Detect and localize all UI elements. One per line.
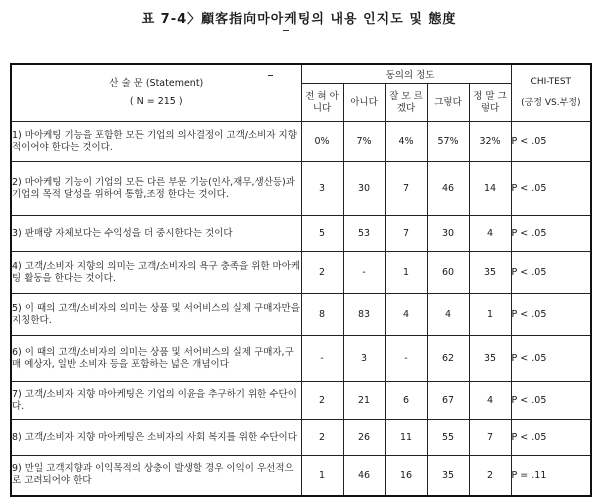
statement-header [11, 64, 301, 122]
value-cell: 3 [343, 336, 385, 382]
value-cell: 60 [427, 252, 469, 294]
value-cell: 4% [385, 122, 427, 162]
table-row [11, 216, 591, 252]
statement-cell: 7) 고객/소비자 지향 마아케팅은 기업의 이윤을 추구하기 위한 수단이다. [11, 382, 301, 420]
statement-cell: 3) 판매량 자체보다는 수익성을 더 중시한다는 것이다 [11, 216, 301, 252]
chi-test-cell: P < .05 [511, 122, 591, 162]
value-cell: 55 [427, 420, 469, 456]
value-cell: 6 [385, 382, 427, 420]
value-cell: 35 [469, 336, 511, 382]
col-unsure: 잘 모 르겠다 [385, 84, 427, 122]
chi-test-cell: P < .05 [511, 216, 591, 252]
chi-test-cell: P < .05 [511, 162, 591, 216]
value-cell: 46 [343, 456, 385, 496]
title-mark [283, 30, 289, 31]
value-cell: 26 [343, 420, 385, 456]
value-cell: 4 [385, 294, 427, 336]
value-cell: 7 [469, 420, 511, 456]
value-cell: 3 [301, 162, 343, 216]
table-row [11, 456, 591, 496]
header-mark [268, 75, 273, 76]
statement-cell: 4) 고객/소비자 지향의 의미는 고객/소비자의 욕구 충족을 위한 마아케팅 활동을 한다는 것이다. [11, 252, 301, 294]
chi-test-header [511, 64, 591, 122]
chi-test-label: CHI-TEST [530, 77, 572, 87]
value-cell: 62 [427, 336, 469, 382]
value-cell: 2 [301, 382, 343, 420]
value-cell: 7 [385, 162, 427, 216]
statement-cell: 8) 고객/소비자 지향 마아케팅은 소비자의 사회 복지를 위한 수단이다 [11, 420, 301, 456]
table-row [11, 252, 591, 294]
value-cell: 5 [301, 216, 343, 252]
table-row [11, 336, 591, 382]
chi-test-cell: P < .05 [511, 336, 591, 382]
value-cell: 30 [343, 162, 385, 216]
sample-size-label: ( N = 215 ) [129, 96, 183, 107]
value-cell: 32% [469, 122, 511, 162]
value-cell: - [343, 252, 385, 294]
statement-cell: 9) 만일 고객지향과 이익목적의 상충이 발생할 경우 이익이 우선적으로 고려되어야 한다 [11, 456, 301, 496]
col-agree: 그렇다 [427, 84, 469, 122]
chi-test-cell: P < .05 [511, 420, 591, 456]
value-cell: - [301, 336, 343, 382]
value-cell: 16 [385, 456, 427, 496]
value-cell: 7 [385, 216, 427, 252]
value-cell: 21 [343, 382, 385, 420]
value-cell: 1 [385, 252, 427, 294]
statement-cell: 2) 마아케팅 기능이 기업의 모든 다른 부문 기능(인사,재무,생산등)과 기업의 목적 달성을 위하여 통합,조정 한다는 것이다. [11, 162, 301, 216]
value-cell: 1 [469, 294, 511, 336]
value-cell: 14 [469, 162, 511, 216]
value-cell: 2 [301, 420, 343, 456]
agreement-group-label: 동의의 정도 [385, 70, 435, 81]
chi-test-cell: P < .05 [511, 252, 591, 294]
table-title: 표 7-4〉顧客指向마아케팅의 내용 인지도 및 態度 [141, 12, 457, 27]
chi-test-cell: P < .05 [511, 382, 591, 420]
value-cell: 11 [385, 420, 427, 456]
statement-cell: 1) 마아케팅 기능을 포함한 모든 기업의 의사결정이 고객/소비자 지향적이어야 한다는 것이다. [11, 122, 301, 162]
value-cell: 53 [343, 216, 385, 252]
statement-label: 산 술 문 (Statement) [109, 78, 204, 89]
value-cell: 2 [469, 456, 511, 496]
value-cell: 8 [301, 294, 343, 336]
col-disagree: 아니다 [343, 84, 385, 122]
value-cell: 4 [469, 382, 511, 420]
value-cell: 4 [427, 294, 469, 336]
col-strongly-agree: 정 말 그렇다 [469, 84, 511, 122]
value-cell: 57% [427, 122, 469, 162]
value-cell: 1 [301, 456, 343, 496]
table-row [11, 162, 591, 216]
value-cell: 0% [301, 122, 343, 162]
value-cell: 35 [469, 252, 511, 294]
table-row [11, 382, 591, 420]
agreement-group-header [301, 64, 511, 84]
chi-test-cell: P < .05 [511, 294, 591, 336]
statement-cell: 5) 이 때의 고객/소비자의 의미는 상품 및 서어비스의 실제 구매자만을 지칭한다. [11, 294, 301, 336]
value-cell: 67 [427, 382, 469, 420]
table-row [11, 122, 591, 162]
chi-test-cell: P = .11 [511, 456, 591, 496]
value-cell: 35 [427, 456, 469, 496]
value-cell: 7% [343, 122, 385, 162]
value-cell: - [385, 336, 427, 382]
value-cell: 2 [301, 252, 343, 294]
value-cell: 46 [427, 162, 469, 216]
survey-table [10, 63, 592, 497]
table-body [11, 122, 591, 496]
value-cell: 30 [427, 216, 469, 252]
table-row [11, 420, 591, 456]
value-cell: 83 [343, 294, 385, 336]
value-cell: 4 [469, 216, 511, 252]
chi-test-sub: (긍정 VS.부정) [521, 98, 581, 108]
statement-cell: 6) 이 때의 고객/소비자의 의미는 상품 및 서어비스의 실제 구매자,구매 예상자, 일반 소비자 등을 포함하는 넓은 개념이다 [11, 336, 301, 382]
col-strongly-disagree: 전 혀 아니다 [301, 84, 343, 122]
table-row [11, 294, 591, 336]
